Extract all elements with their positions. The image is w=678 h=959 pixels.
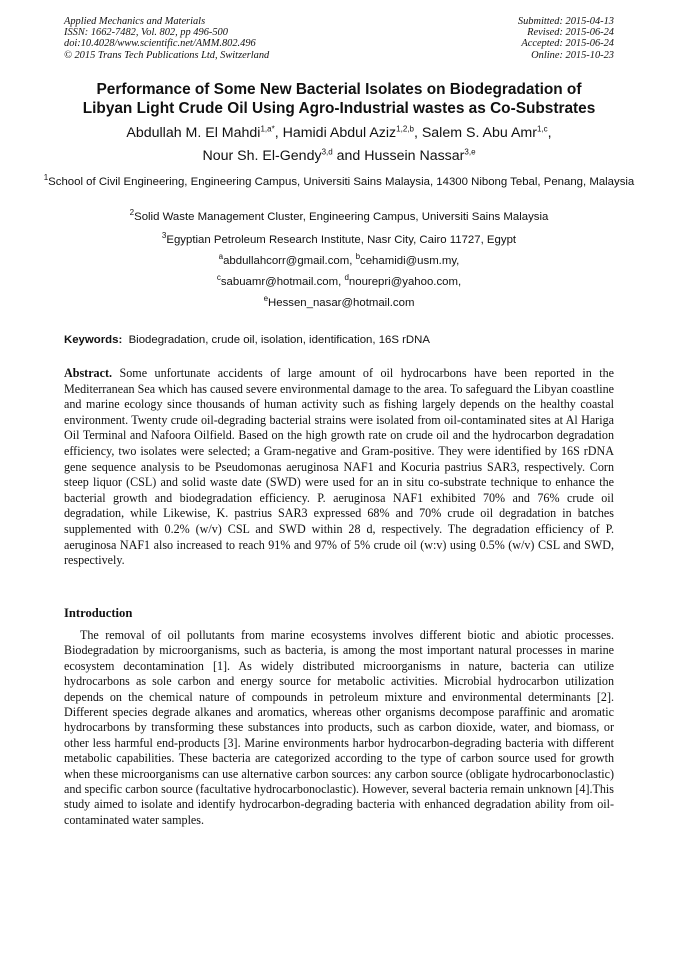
date-submitted: Submitted: 2015-04-13: [517, 16, 614, 27]
author-name: Nour Sh. El-Gendy: [202, 148, 322, 164]
email-sup: b: [355, 252, 361, 262]
author-sup: 3,e: [464, 147, 476, 157]
email-link[interactable]: Hessen_nasar@hotmail.com: [268, 297, 415, 309]
author-sup: 1,2,b: [396, 124, 414, 134]
email-sup: c: [216, 273, 221, 283]
keywords-text: Biodegradation, crude oil, isolation, identification, 16S rDNA: [128, 334, 430, 346]
author-separator: ,: [274, 125, 283, 141]
affiliation-3: [40, 233, 638, 248]
author-name: Salem S. Abu Amr: [421, 125, 537, 141]
email-sup: e: [263, 294, 269, 304]
date-online: Online: 2015-10-23: [531, 49, 614, 61]
author-sup: 1,a*: [260, 124, 275, 134]
affiliation-text: School of Civil Engineering, Engineering Campus, Universiti Sains Malaysia, 14300 Nibong Tebal, Penang, Malaysia: [48, 176, 635, 188]
abstract-label: Abstract.: [64, 366, 113, 380]
author-separator: ,: [547, 125, 552, 141]
authors-line-1: [40, 122, 638, 145]
author-list: [40, 122, 638, 168]
affiliation-text: Egyptian Petroleum Research Institute, Nasr City, Cairo 11727, Egypt: [166, 234, 517, 246]
affiliation-text: Solid Waste Management Cluster, Engineering Campus, Universiti Sains Malaysia: [134, 211, 549, 223]
affiliation-sup: 2: [129, 208, 135, 218]
journal-doi[interactable]: doi:10.4028/www.scientific.net/AMM.802.496: [64, 38, 256, 50]
author-sup: 1,c: [536, 124, 548, 134]
title-line-1: Performance of Some New Bacterial Isolates on Biodegradation of: [96, 81, 582, 98]
author-separator: ,: [413, 125, 422, 141]
email-link[interactable]: nourepri@yahoo.com,: [348, 276, 462, 288]
abstract-text: Some unfortunate accidents of large amount of oil hydrocarbons have been reported in the Mediterranean Sea which has caused severe environmental damage to the area. To safeguard the Libyan coastline and marine ecology since thousands of human activity such as fishing largely depends on the healthy coastal environment. Twenty crude oil-degrading bacterial strains were isolated from oil-contaminated sites at Al Hariga Oil Terminal and Nafoora Oilfield. Based on the high growth rate on crude oil and the hydrocarbon degradation efficiency, two isolates were selected; a Gram-negative and Gram-positive. They were identified by 16S rDNA gene sequence analysis to be Pseudomonas aeruginosa NAF1 and Kocuria pastrius SAR3, respectively. Corn steep liquor (CSL) and solid waste date (SWD) were used for an in situ co-substrate technique to enhance the bacterial growth and biodegradation efficiency. P. aeruginosa NAF1 exhibited 70% and 76% crude oil degradation, while Likewise, K. pastrius SAR3 expressed 68% and 70% crude oil degradation in batches supplemented with 0.2% (w/v) CSL and SWD within 28 d, respectively. The degradation efficiency of P. aeruginosa NAF1 also increased to reach 91% and 97% of 5% crude oil (w:v) using 0.5% (w/v) CSL and SWD, respectively.: [64, 366, 615, 568]
affiliation-2: [40, 210, 638, 225]
affiliation-sup: 3: [161, 231, 167, 241]
email-link[interactable]: abdullahcorr@gmail.com,: [223, 255, 356, 267]
author-name: Hussein Nassar: [364, 148, 465, 164]
journal-copyright: © 2015 Trans Tech Publications Ltd, Switzerland: [64, 49, 270, 61]
abstract: [64, 366, 614, 569]
affiliation-1: [40, 175, 638, 190]
section-heading-introduction: Introduction: [64, 606, 133, 620]
journal-name: Applied Mechanics and Materials: [64, 16, 206, 27]
keywords: [64, 333, 614, 348]
affiliation-sup: 1: [43, 173, 49, 183]
author-separator: and: [332, 148, 365, 164]
date-accepted: Accepted: 2015-06-24: [521, 38, 614, 50]
journal-issn: ISSN: 1662-7482, Vol. 802, pp 496-500: [64, 27, 228, 39]
journal-header: [64, 16, 269, 61]
title-line-2: Libyan Light Crude Oil Using Agro-Industrial wastes as Co-Substrates: [82, 100, 596, 117]
author-sup: 3,d: [321, 147, 333, 157]
email-line-1: [40, 254, 638, 269]
keywords-label: Keywords:: [64, 334, 123, 346]
dates-header: [518, 16, 614, 61]
authors-line-2: [40, 145, 638, 168]
date-revised: Revised: 2015-06-24: [527, 27, 614, 39]
email-sup: d: [344, 273, 349, 283]
author-name: Abdullah M. El Mahdi: [126, 125, 261, 141]
paper-title: [40, 80, 638, 118]
email-link[interactable]: cehamidi@usm.my,: [360, 255, 460, 267]
email-line-3: [40, 296, 638, 311]
author-name: Hamidi Abdul Aziz: [282, 125, 397, 141]
email-link[interactable]: sabuamr@hotmail.com,: [220, 276, 345, 288]
email-line-2: [40, 275, 638, 290]
introduction-paragraph: The removal of oil pollutants from marine ecosystems involves different biotic and abiotic processes. Biodegradation by microorganisms, such as bacteria, is among the most important natural processes in marine ecosystem decontamination [1]. As widely distributed microorganisms in nature, bacteria can utilize hydrocarbons as sole carbon and energy source for metabolic activities. Microbial hydrocarbon utilization depends on the chemical nature of compounds in petroleum mixture and environmental determinants [2]. Different species degrade alkanes and aromatics, whereas other organisms decompose paraffinic and aromatic hydrocarbons by transforming these substances into products, such as carbon dioxide, water, and biomass, or other less harmful end-products [3]. Marine environments harbor hydrocarbon-degrading bacteria with different metabolic capabilities. These bacteria are categorized according to the type of carbon source used for growth when these microorganisms can use alternative carbon sources: any carbon source (obligate hydrocarbonoclastic) and specific carbon source (facultative hydrocarbonoclastic). However, several bacteria remain unknown [4].This study aimed to isolate and identify hydrocarbon-degrading bacteria with enhanced degradation ability from oil-contaminated water samples.: [64, 628, 614, 827]
email-sup: a: [218, 252, 224, 262]
